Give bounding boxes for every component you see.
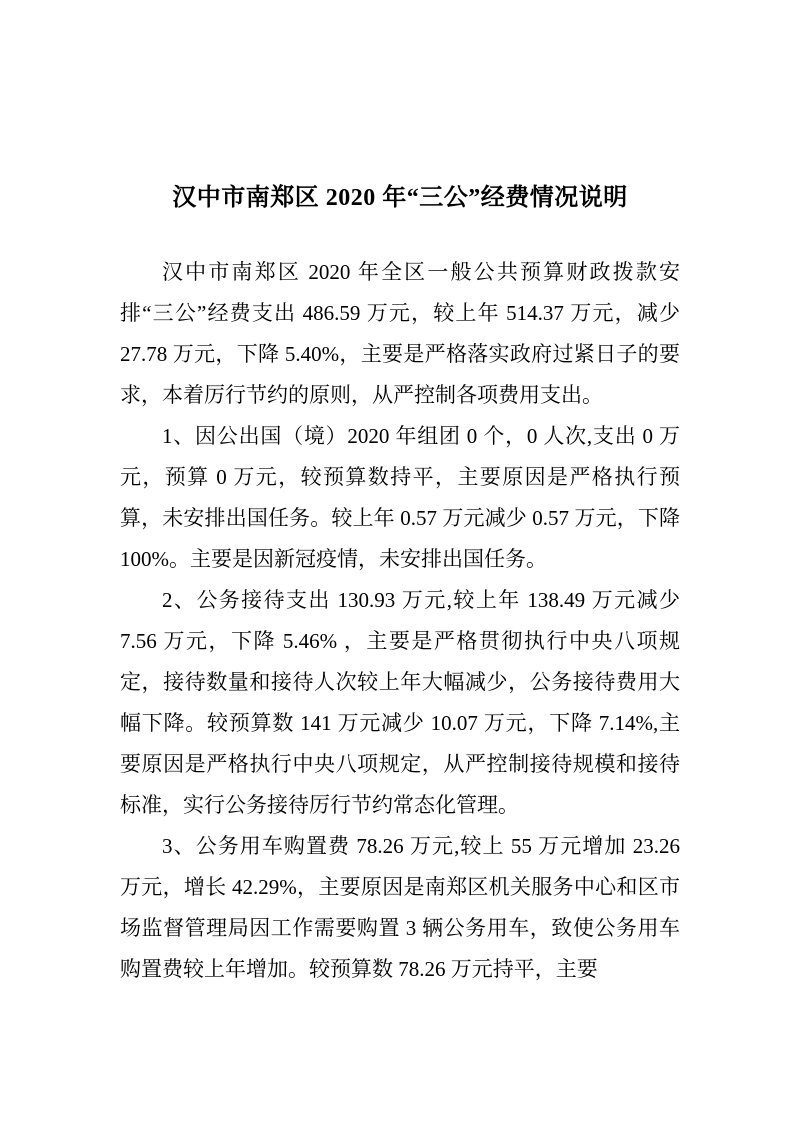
paragraph-official-reception-expense: 2、公务接待支出 130.93 万元,较上年 138.49 万元减少 7.56 万元，下降 5.46% ，主要是严格贯彻执行中央八项规定，接待数量和接待人次较上年大幅减少，公务接待费用大幅下降。较预算数 141 万元减少 10.07 万元，下降 7.14%,主要原因是严格执行中央八项规定，从严控制接待规模和接待标准，实行公务接待厉行节约常态化管理。 bbox=[120, 588, 680, 817]
paragraph-official-vehicle-purchase-expense: 3、公务用车购置费 78.26 万元,较上 55 万元增加 23.26 万元，增长 42.29%，主要原因是南郑区机关服务中心和区市场监督管理局因工作需要购置 3 辆公务用车，致使公务用车购置费较上年增加。较预算数 78.26 万元持平，主要 bbox=[120, 834, 680, 981]
paragraph-summary-three-public-expenses: 汉中市南郑区 2020 年全区一般公共预算财政拨款安排“三公”经费支出 486.59 万元，较上年 514.37 万元，减少 27.78 万元，下降 5.40%，主要是严格落实政府过紧日子的要求，本着厉行节约的原则，从严控制各项费用支出。 bbox=[120, 260, 680, 407]
document-body bbox=[120, 252, 680, 990]
paragraph-overseas-trips-expense: 1、因公出国（境）2020 年组团 0 个，0 人次,支出 0 万元，预算 0 万元，较预算数持平，主要原因是严格执行预算，未安排出国任务。较上年 0.57 万元减少 0.57 万元，下降 100%。主要是因新冠疫情，未安排出国任务。 bbox=[120, 424, 680, 571]
document-title: 汉中市南郑区 2020 年“三公”经费情况说明 bbox=[172, 185, 628, 211]
